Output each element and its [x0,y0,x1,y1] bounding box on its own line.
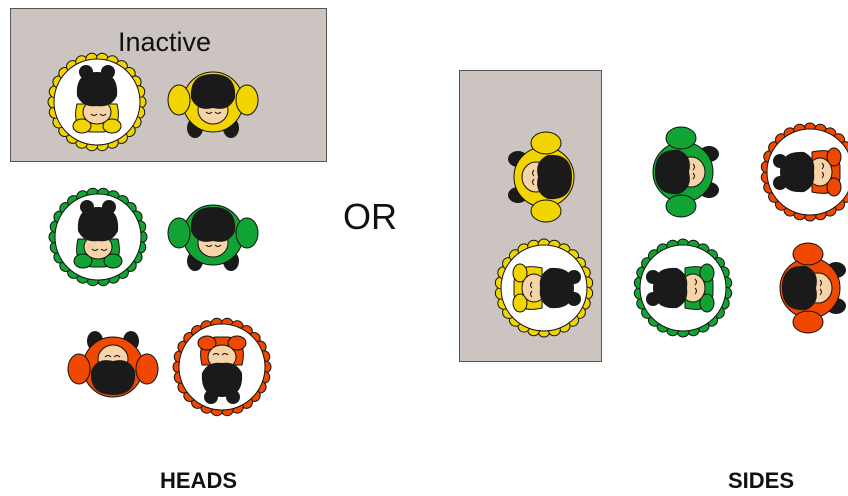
sides-red-lady-dancer [761,123,848,221]
or-label: OR [343,196,397,237]
heads-red-lady-dancer [173,318,271,415]
sides-yellow-gent-dancer [508,132,574,222]
heads-yellow-lady-dancer [48,53,146,150]
heads-caption: HEADS [160,468,238,493]
heads-green-gent-dancer [168,205,258,271]
sides-green-lady-dancer [634,239,731,337]
heads-yellow-gent-dancer [168,72,258,138]
sides-red-gent-dancer [780,243,846,333]
heads-red-gent-dancer [68,331,158,397]
sides-green-gent-dancer [653,127,719,217]
sides-caption: SIDES [728,468,795,493]
sides-yellow-lady-dancer [495,239,592,337]
inactive-label: Inactive [118,27,212,57]
heads-green-lady-dancer [49,188,147,285]
